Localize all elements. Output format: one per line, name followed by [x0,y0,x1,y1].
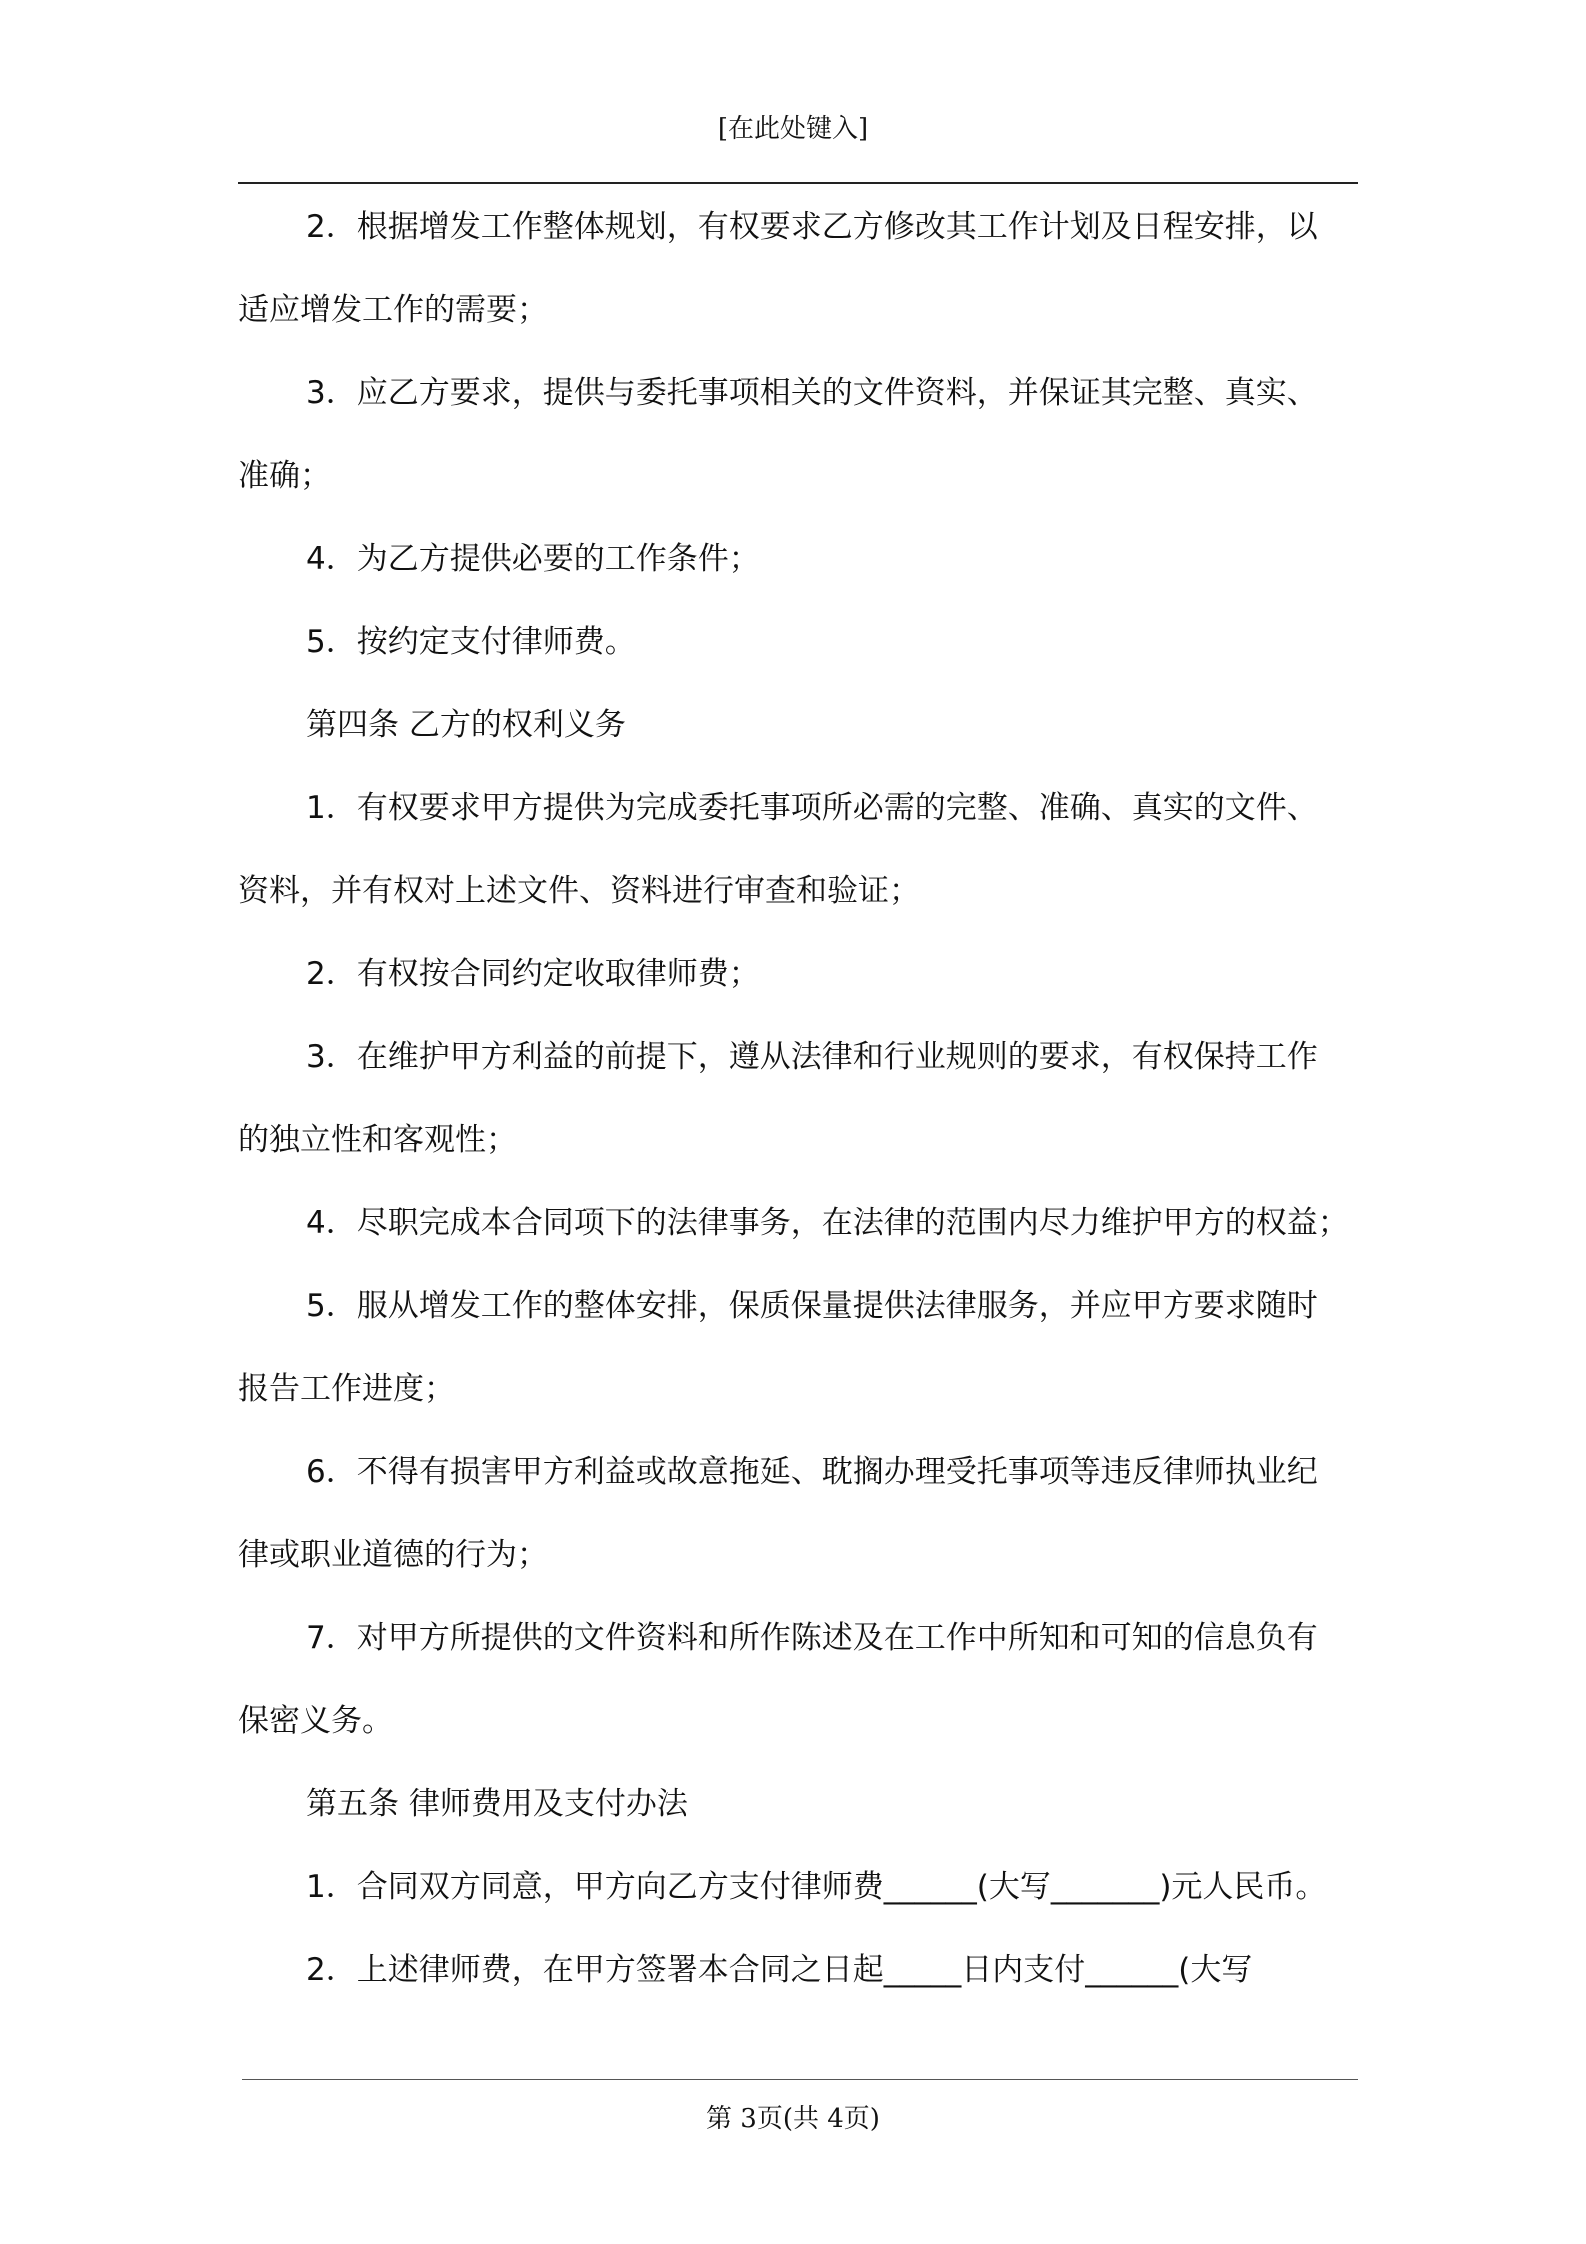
paragraph-line: 3．在维护甲方利益的前提下，遵从法律和行业规则的要求，有权保持工作 [306,1039,1318,1075]
paragraph-line: 2．根据增发工作整体规划，有权要求乙方修改其工作计划及日程安排，以 [306,209,1318,245]
paragraph-line: 4．为乙方提供必要的工作条件； [306,541,760,577]
section-heading: 第四条 乙方的权利义务 [306,707,626,743]
paragraph-line: 资料，并有权对上述文件、资料进行审查和验证； [238,873,920,909]
header-divider [238,182,1358,184]
paragraph-line: 4．尽职完成本合同项下的法律事务，在法律的范围内尽力维护甲方的权益； [306,1205,1349,1241]
section-heading: 第五条 律师费用及支付办法 [306,1786,688,1822]
paragraph-line: 适应增发工作的需要； [238,292,548,328]
paragraph-line: 5．按约定支付律师费。 [306,624,636,660]
paragraph-line: 3．应乙方要求，提供与委托事项相关的文件资料，并保证其完整、真实、 [306,375,1318,411]
paragraph-line: 准确； [238,458,331,494]
paragraph-line: 2．有权按合同约定收取律师费； [306,956,760,992]
paragraph-line: 1．合同双方同意，甲方向乙方支付律师费______(大写_______)元人民币。 [306,1869,1327,1905]
paragraph-line: 的独立性和客观性； [238,1122,517,1158]
paragraph-line: 6．不得有损害甲方利益或故意拖延、耽搁办理受托事项等违反律师执业纪 [306,1454,1318,1490]
paragraph-line: 1．有权要求甲方提供为完成委托事项所必需的完整、准确、真实的文件、 [306,790,1318,826]
page-number: 第 3页(共 4页) [706,2104,880,2134]
paragraph-line: 律或职业道德的行为； [238,1537,548,1573]
footer-divider [242,2079,1358,2080]
page-header: [在此处键入] [717,114,869,144]
paragraph-line: 2．上述律师费，在甲方签署本合同之日起_____日内支付______(大写 [306,1952,1253,1988]
paragraph-line: 5．服从增发工作的整体安排，保质保量提供法律服务，并应甲方要求随时 [306,1288,1318,1324]
paragraph-line: 报告工作进度； [238,1371,455,1407]
paragraph-line: 7．对甲方所提供的文件资料和所作陈述及在工作中所知和可知的信息负有 [306,1620,1318,1656]
paragraph-line: 保密义务。 [238,1703,393,1739]
